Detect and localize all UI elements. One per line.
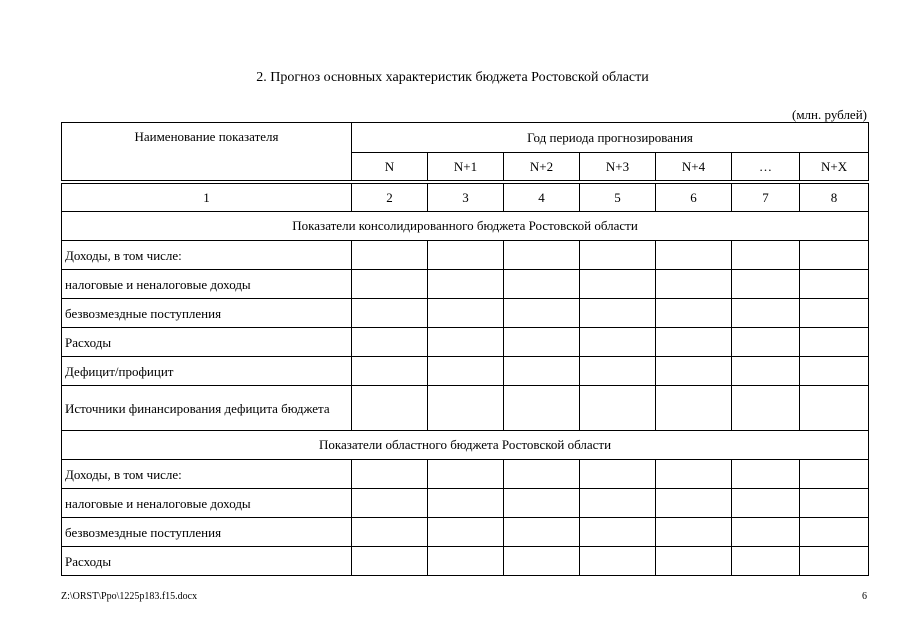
value-cell — [656, 547, 732, 576]
value-cell — [732, 460, 800, 489]
value-cell — [656, 489, 732, 518]
value-cell — [580, 241, 656, 270]
value-cell — [352, 547, 428, 576]
value-cell — [352, 489, 428, 518]
value-cell — [504, 386, 580, 431]
value-cell — [352, 241, 428, 270]
value-cell — [352, 299, 428, 328]
row-label: налоговые и неналоговые доходы — [62, 489, 352, 518]
value-cell — [352, 357, 428, 386]
value-cell — [800, 518, 869, 547]
value-cell — [428, 357, 504, 386]
row-label: Доходы, в том числе: — [62, 460, 352, 489]
column-number: 8 — [800, 184, 869, 212]
value-cell — [428, 270, 504, 299]
value-cell — [732, 241, 800, 270]
value-cell — [352, 386, 428, 431]
column-number: 4 — [504, 184, 580, 212]
value-cell — [580, 357, 656, 386]
value-cell — [732, 299, 800, 328]
header-indicator: Наименование показателя — [62, 123, 352, 181]
row-label: Расходы — [62, 328, 352, 357]
column-number: 6 — [656, 184, 732, 212]
value-cell — [800, 386, 869, 431]
value-cell — [732, 328, 800, 357]
value-cell — [732, 270, 800, 299]
footer-file-path: Z:\ORST\Ppo\1225p183.f15.docx — [61, 591, 198, 602]
value-cell — [656, 386, 732, 431]
value-cell — [428, 328, 504, 357]
row-label: Расходы — [62, 547, 352, 576]
value-cell — [352, 270, 428, 299]
value-cell — [580, 489, 656, 518]
value-cell — [800, 270, 869, 299]
row-label: Доходы, в том числе: — [62, 241, 352, 270]
section-title-regional: Показатели областного бюджета Ростовской области — [62, 431, 869, 460]
units-label: (млн. рублей) — [792, 107, 867, 122]
value-cell — [352, 460, 428, 489]
column-number: 5 — [580, 184, 656, 212]
value-cell — [656, 328, 732, 357]
column-number: 7 — [732, 184, 800, 212]
header-period: Год периода прогнозирования — [352, 123, 869, 153]
value-cell — [800, 489, 869, 518]
budget-forecast-table — [61, 122, 869, 576]
value-cell — [428, 489, 504, 518]
value-cell — [732, 518, 800, 547]
column-number: 1 — [62, 184, 352, 212]
value-cell — [428, 386, 504, 431]
year-header: N+2 — [504, 153, 580, 181]
year-header: … — [732, 153, 800, 181]
value-cell — [504, 328, 580, 357]
value-cell — [580, 386, 656, 431]
column-number: 3 — [428, 184, 504, 212]
value-cell — [580, 460, 656, 489]
row-label: налоговые и неналоговые доходы — [62, 270, 352, 299]
value-cell — [656, 241, 732, 270]
value-cell — [504, 299, 580, 328]
year-header: N+3 — [580, 153, 656, 181]
value-cell — [656, 357, 732, 386]
value-cell — [732, 357, 800, 386]
value-cell — [580, 270, 656, 299]
value-cell — [800, 460, 869, 489]
value-cell — [504, 460, 580, 489]
value-cell — [504, 241, 580, 270]
row-label: безвозмездные поступления — [62, 299, 352, 328]
value-cell — [580, 299, 656, 328]
value-cell — [428, 241, 504, 270]
value-cell — [732, 489, 800, 518]
value-cell — [504, 357, 580, 386]
value-cell — [656, 518, 732, 547]
value-cell — [732, 547, 800, 576]
value-cell — [504, 547, 580, 576]
value-cell — [504, 489, 580, 518]
value-cell — [352, 328, 428, 357]
value-cell — [800, 241, 869, 270]
value-cell — [504, 270, 580, 299]
year-header: N — [352, 153, 428, 181]
value-cell — [504, 518, 580, 547]
value-cell — [800, 547, 869, 576]
value-cell — [580, 328, 656, 357]
value-cell — [428, 547, 504, 576]
year-header: N+X — [800, 153, 869, 181]
value-cell — [428, 518, 504, 547]
value-cell — [800, 299, 869, 328]
row-label: безвозмездные поступления — [62, 518, 352, 547]
section-title-consolidated: Показатели консолидированного бюджета Ростовской области — [62, 212, 869, 241]
value-cell — [428, 460, 504, 489]
value-cell — [800, 357, 869, 386]
value-cell — [580, 547, 656, 576]
value-cell — [428, 299, 504, 328]
row-label: Дефицит/профицит — [62, 357, 352, 386]
page-number: 6 — [862, 591, 867, 602]
row-label: Источники финансирования дефицита бюджета — [62, 386, 352, 431]
year-header: N+1 — [428, 153, 504, 181]
value-cell — [656, 270, 732, 299]
value-cell — [656, 299, 732, 328]
document-title: 2. Прогноз основных характеристик бюджета Ростовской области — [256, 70, 649, 85]
year-header: N+4 — [656, 153, 732, 181]
value-cell — [580, 518, 656, 547]
value-cell — [656, 460, 732, 489]
column-number: 2 — [352, 184, 428, 212]
value-cell — [800, 328, 869, 357]
value-cell — [732, 386, 800, 431]
value-cell — [352, 518, 428, 547]
